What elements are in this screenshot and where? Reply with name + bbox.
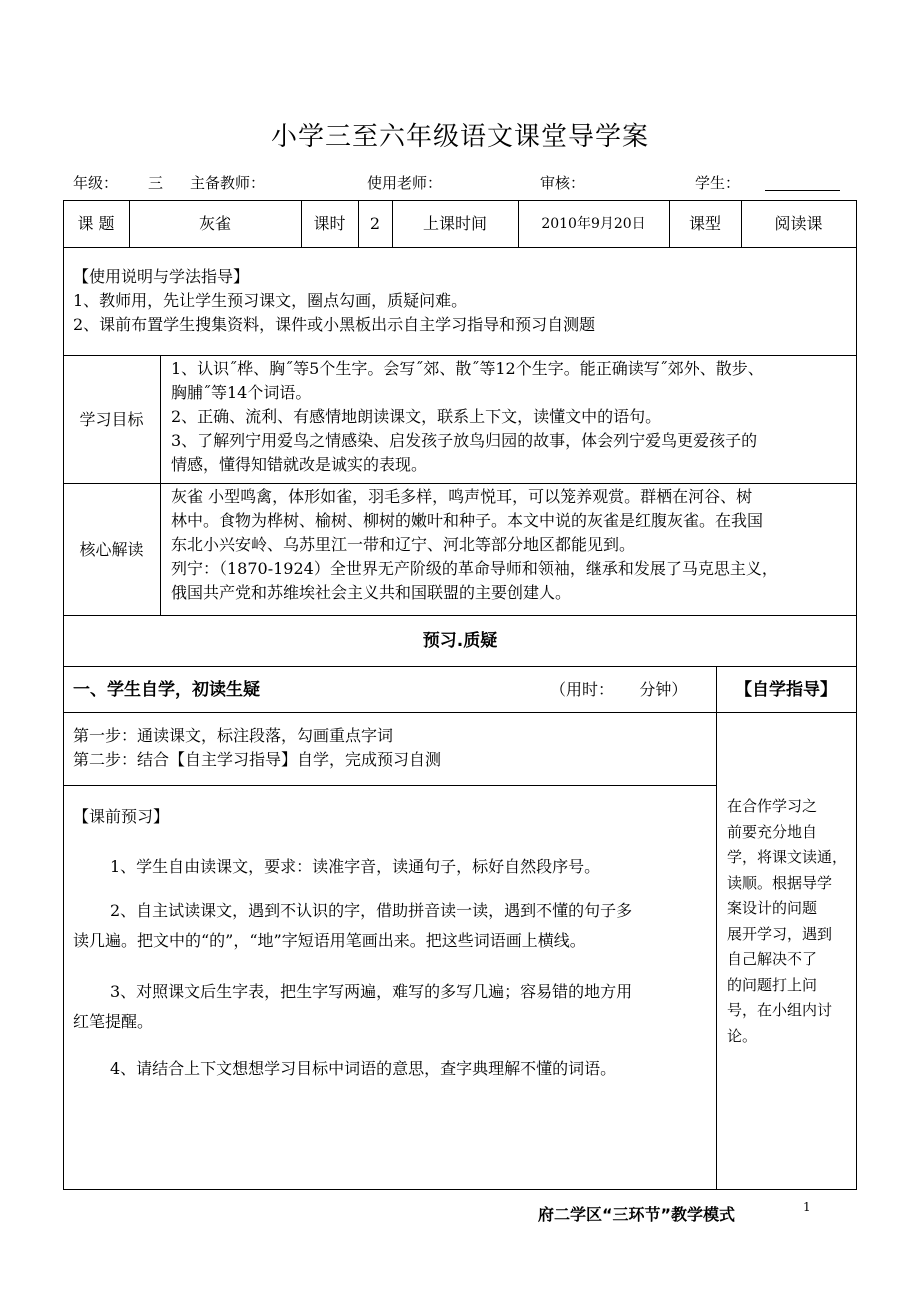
side-note-line: 读顺。根据导学 [727, 873, 833, 892]
preview-item-2 [73, 896, 713, 956]
guide-title: 【自学指导】 [735, 680, 837, 700]
objectives-text [171, 357, 764, 477]
instructions-title: 【使用说明与学法指导】 [73, 267, 250, 286]
user-teacher-label: 使用老师： [367, 174, 443, 192]
step-line: 第一步：通读课文，标注段落，勾画重点字词 [73, 726, 394, 745]
grade-label: 年级： [73, 174, 119, 192]
core-label: 核心解读 [79, 540, 144, 559]
core-line: 列宁：（1870-1924）全世界无产阶级的革命导师和领袖，继承和发展了马克思主义， [171, 559, 778, 578]
objectives-label: 学习目标 [79, 410, 144, 429]
preview-item-1: 1、学生自由读课文，要求：读准字音，读通句子，标好自然段序号。 [110, 857, 601, 876]
section-title: 预习.质疑 [422, 631, 498, 651]
core-line: 东北小兴安岭、乌苏里江一带和辽宁、河北等部分地区都能见到。 [171, 535, 636, 554]
side-note-line: 展开学习，遇到 [727, 924, 833, 943]
core-text [171, 485, 778, 605]
part1-heading: 一、学生自学，初读生疑 [73, 680, 260, 700]
preview-title: 【课前预习】 [73, 807, 170, 826]
topic-value: 灰雀 [198, 214, 231, 233]
side-note-line: 在合作学习之 [727, 797, 818, 815]
side-note [727, 794, 847, 1049]
part1-time: （用时： 分钟） [550, 680, 688, 699]
time-value: 2010年9月20日 [541, 216, 646, 232]
core-line: 林中。食物为桦树、榆树、柳树的嫩叶和种子。本文中说的灰雀是红腹灰雀。在我国 [171, 511, 764, 530]
review-label: 审核： [540, 174, 586, 192]
objective-line: 3、了解列宁用爱鸟之情感染、启发孩子放鸟归园的故事，体会列宁爱鸟更爱孩子的 [171, 431, 758, 450]
side-note-line: 的问题打上问 [727, 975, 818, 994]
objective-line: 2、正确、流利、有感情地朗读课文，联系上下文，读懂文中的语句。 [171, 407, 662, 426]
side-note-line: 案设计的问题 [727, 899, 818, 917]
instructions-line: 1、教师用，先让学生预习课文，圈点勾画，质疑问难。 [73, 291, 468, 310]
instructions-line: 2、课前布置学生搜集资料，课件或小黑板出示自主学习指导和预习自测题 [73, 315, 596, 334]
side-note-line: 前要充分地自 [727, 822, 818, 841]
preview-item-3-line: 3、对照课文后生字表，把生字写两遍，难写的多写几遍；容易错的地方用 [110, 982, 633, 1001]
preview-item-3 [73, 977, 713, 1037]
side-note-line: 自己解决不了 [727, 950, 818, 968]
type-label: 课型 [688, 214, 721, 233]
side-note-line: 论。 [727, 1026, 758, 1045]
topic-label: 课 题 [77, 214, 115, 233]
page-number: 1 [803, 1200, 811, 1214]
page-title: 小学三至六年级语文课堂导学案 [270, 122, 649, 152]
steps-block [73, 724, 441, 772]
time-label: 上课时间 [422, 214, 487, 233]
preview-item-3-line: 红笔提醒。 [73, 1012, 154, 1031]
objective-line: 胸脯˝等14个词语。 [171, 383, 312, 402]
core-line: 俄国共产党和苏维埃社会主义共和国联盟的主要创建人。 [171, 583, 572, 602]
side-note-line: 号，在小组内讨 [727, 1001, 833, 1019]
core-line: 灰雀 小型鸣禽，体形如雀，羽毛多样，鸣声悦耳，可以笼养观赏。群栖在河谷、树 [171, 487, 753, 506]
objective-line: 1、认识˝桦、胸˝等5个生字。会写˝郊、散˝等12个生字。能正确读写˝郊外、散步、 [171, 359, 764, 378]
main-teacher-label: 主备教师： [190, 174, 266, 192]
objective-line: 情感，懂得知错就改是诚实的表现。 [171, 455, 428, 474]
side-note-line: 学，将课文读通， [727, 848, 848, 866]
preview-item-2-line: 读几遍。把文中的“的”，“地”字短语用笔画出来。把这些词语画上横线。 [73, 931, 586, 950]
period-value: 2 [369, 214, 381, 233]
footer-text: 府二学区“三环节”教学模式 [538, 1205, 736, 1224]
instructions-block [73, 265, 595, 337]
grade-value: 三 [148, 174, 164, 192]
step-line: 第二步：结合【自主学习指导】自学，完成预习自测 [73, 750, 442, 769]
student-label: 学生： [695, 174, 741, 192]
type-value: 阅读课 [774, 214, 823, 233]
preview-item-2-line: 2、自主试读课文，遇到不认识的字，借助拼音读一读，遇到不懂的句子多 [110, 901, 633, 920]
student-blank [765, 190, 840, 191]
preview-item-4: 4、请结合上下文想想学习目标中词语的意思，查字典理解不懂的词语。 [110, 1059, 617, 1078]
period-label: 课时 [313, 214, 346, 233]
